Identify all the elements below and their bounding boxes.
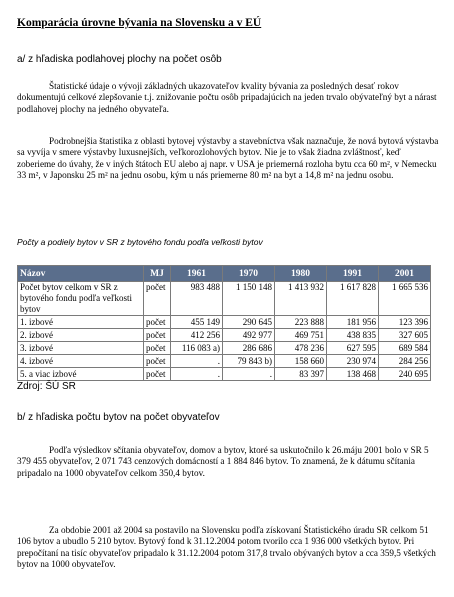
table-cell: 438 835 <box>327 329 379 342</box>
table-row <box>18 329 431 342</box>
table-cell: 1 150 148 <box>223 282 275 316</box>
table-caption: Počty a podiely bytov v SR z bytového fondu podľa veľkosti bytov <box>17 237 263 247</box>
section-a-heading: a/ z hľadiska podlahovej plochy na počet osôb <box>17 54 222 65</box>
table-row <box>18 355 431 368</box>
row-name: 4. izbové <box>18 355 144 368</box>
table-cell: 469 751 <box>275 329 327 342</box>
table-cell: . <box>171 355 223 368</box>
row-unit: počet <box>144 329 171 342</box>
section-b-paragraph-2: Za obdobie 2001 až 2004 sa postavilo na Slovensku podľa získovaní Štatistického úradu SR celkom 51 106 bytov a ubudlo 5 210 bytov. Bytový fond k 31.12.2004 potom tvorilo cca 1 936 000 všetkých bytov. Pri prepočítaní na tisíc obyvateľov pripadalo k 31.12.2004 potom 317,8 trvalo obývaných bytov a cca 359,5 všetkých bytov na 1000 obyvateľov. <box>17 525 436 570</box>
table-cell: . <box>223 368 275 381</box>
row-unit: počet <box>144 342 171 355</box>
table-cell: 230 974 <box>327 355 379 368</box>
table-cell: 79 843 b) <box>223 355 275 368</box>
table-cell: 284 256 <box>379 355 431 368</box>
table-row <box>18 316 431 329</box>
table-cell: 290 645 <box>223 316 275 329</box>
column-header: 2001 <box>379 266 431 282</box>
row-name: 1. izbové <box>18 316 144 329</box>
table-cell: 181 956 <box>327 316 379 329</box>
row-name: Počet bytov celkom v SR z bytového fondu podľa veľkosti bytov <box>18 282 144 316</box>
table-cell: 286 686 <box>223 342 275 355</box>
table-cell: 123 396 <box>379 316 431 329</box>
row-unit: počet <box>144 368 171 381</box>
housing-table <box>17 265 431 381</box>
row-unit: počet <box>144 282 171 316</box>
column-header: 1961 <box>171 266 223 282</box>
table-row <box>18 342 431 355</box>
section-a-paragraph-1: Štatistické údaje o vývoji základných ukazovateľov kvality bývania za posledných desať rokov dokumentujú celkové zlepšovanie t.j. znižovanie počtu osôb pripadajúcich na jeden trvalo obývateľný byt a nárast podlahovej plochy na jedného obyvateľa. <box>17 81 437 114</box>
table-header-row <box>18 266 431 282</box>
table-row <box>18 368 431 381</box>
column-header: MJ <box>144 266 171 282</box>
table-cell: 412 256 <box>171 329 223 342</box>
table-cell: 158 660 <box>275 355 327 368</box>
table-cell: 1 413 932 <box>275 282 327 316</box>
table-cell: 223 888 <box>275 316 327 329</box>
section-a-paragraph-2: Podrobnejšia štatistika z oblasti bytovej výstavby a stavebníctva však naznačuje, že nová bytová výstavba sa vyvíja v smere výstavby luxusnejších, veľkorozlohových bytov. Nie je to však žiadna zvláštnosť, keď zoberieme do úvahy, že v iných štátoch EU alebo aj napr. v USA je priemerná rozloha bytu cca 60 m², v Nemecku 33 m², v Japonsku 25 m² na jednu osobu, kým u nás priemerne 80 m² na byt a 14,8 m² na jednu osobu. <box>17 136 439 181</box>
row-name: 3. izbové <box>18 342 144 355</box>
document-title: Komparácia úrovne bývania na Slovensku a v EÚ <box>17 17 262 29</box>
table-row <box>18 282 431 316</box>
table-cell: 116 083 a) <box>171 342 223 355</box>
table-cell: 627 595 <box>327 342 379 355</box>
table-cell: 478 236 <box>275 342 327 355</box>
table-cell: 492 977 <box>223 329 275 342</box>
table-cell: 455 149 <box>171 316 223 329</box>
source-note: Zdroj: ŠÚ SR <box>17 381 76 392</box>
table-cell: 1 665 536 <box>379 282 431 316</box>
table-cell: 689 584 <box>379 342 431 355</box>
section-b-paragraph-1: Podľa výsledkov sčítania obyvateľov, domov a bytov, ktoré sa uskutočnilo k 26.máju 2001 bolo v SR 5 379 455 obyvateľov, 2 071 743 cenzových domácností a 1 884 846 bytov. To znamená, že k dátumu sčítania pripadalo na 1000 obyvateľov celkom 350,4 bytov. <box>17 445 429 478</box>
column-header: 1991 <box>327 266 379 282</box>
section-b-heading: b/ z hľadiska počtu bytov na počet obyvateľov <box>17 412 220 423</box>
column-header: 1980 <box>275 266 327 282</box>
row-unit: počet <box>144 316 171 329</box>
column-header: Názov <box>18 266 144 282</box>
table-cell: . <box>171 368 223 381</box>
row-name: 2. izbové <box>18 329 144 342</box>
column-header: 1970 <box>223 266 275 282</box>
table-cell: 240 695 <box>379 368 431 381</box>
table-cell: 138 468 <box>327 368 379 381</box>
row-name: 5. a viac izbové <box>18 368 144 381</box>
table-cell: 983 488 <box>171 282 223 316</box>
row-unit: počet <box>144 355 171 368</box>
table-cell: 1 617 828 <box>327 282 379 316</box>
table-cell: 83 397 <box>275 368 327 381</box>
table-cell: 327 605 <box>379 329 431 342</box>
